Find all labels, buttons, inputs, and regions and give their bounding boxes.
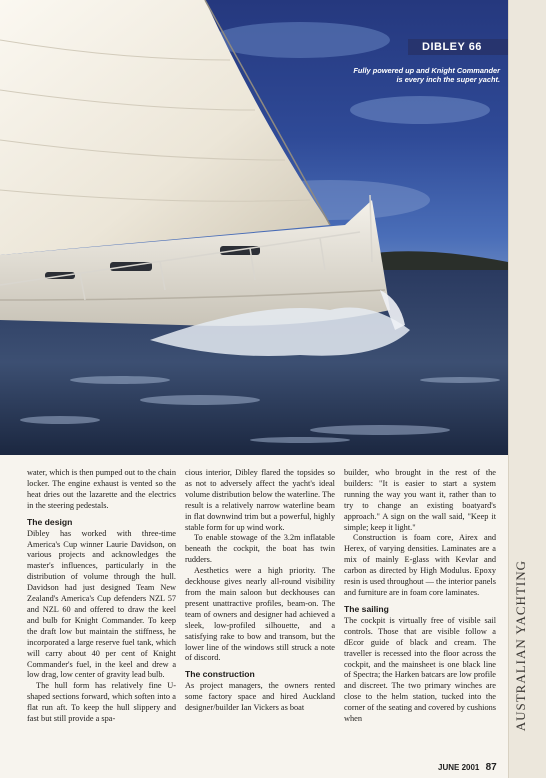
paragraph: Dibley has worked with three-time America's Cup winner Laurie Davidson, on various projects and acknowledges the master's influences, particularly in the distribution of volume through the hull. Davidson had just designed Team New Zealand's America's Cup defenders NZL 57 and NZL 60 and offered to draw the keel and bulb for Knight Commander. To keep the draft low but maintain the stiffness, he incorporated a large reserve fuel tank, which will carry about 40 per cent of Knight Commander's fuel, in the keel and drew a low drag, low center of gravity lead bulb. [27, 528, 176, 680]
section-heading-construction: The construction [185, 669, 255, 680]
text-column-3 [344, 468, 496, 725]
paragraph: Aesthetics were a high priority. The deckhouse gives nearly all-round visibility from the main saloon but deckhouses can present unattractive profiles, beam-on. The team of owners and designer had achieved a sleek, low-profiled silhouette, and a satisfying rake to bow and transom, but the lower line of the windows still struck a note of discord. [185, 566, 335, 663]
page-footer [438, 762, 497, 773]
issue-date: JUNE 2001 [438, 763, 480, 772]
paragraph: builder, who brought in the rest of the builders: "It is easier to start a system running the way you want it, rather than to try to change an existing boatyard's approach." A sign on the wall said, "Keep it simple; keep it light." [344, 468, 496, 532]
section-heading-design: The design [27, 516, 73, 527]
paragraph: As project managers, the owners rented some factory space and hired Auckland designer/builder Ian Vickers as boat [185, 681, 335, 713]
article-section-tag: DIBLEY 66 [408, 39, 546, 55]
page-number: 87 [485, 762, 497, 773]
paragraph: cious interior, Dibley flared the topsides so as not to adversely affect the yacht's ideal volume distribution below the waterline. The result is a relatively narrow waterline beam in flat downwind trim but a powerful, highly stable form for up wind work. [185, 468, 335, 532]
section-heading-sailing: The sailing [344, 603, 389, 614]
paragraph: To enable stowage of the 3.2m inflatable beneath the cockpit, the boat has twin rudders. [185, 533, 335, 565]
text-column-2 [185, 468, 335, 714]
paragraph: Construction is foam core, Airex and Herex, of varying densities. Laminates are a mix of mainly E-glass with Kevlar and carbon as directed by High Modulus. Epoxy resin is used throughout — the interior panels and furniture are in foam core laminates. [344, 533, 496, 597]
magazine-name: AUSTRALIAN YACHTING [513, 560, 528, 732]
caption-boat-name: Knight Commander [431, 66, 500, 75]
paragraph: water, which is then pumped out to the chain locker. The engine exhaust is vented so the heat dries out the lazarette and the electrics in the steering pedestals. [27, 468, 176, 510]
paragraph: The cockpit is virtually free of visible sail controls. Those that are visible follow a dEcor guide of black and cream. The traveller is recessed into the floor across the cockpit, and the mainsheet is one black line of Spectra; the Harken batcars are low profile and discreet. The two primary winches are close to the helm station, tucked into the corner of the seating and covered by cushions when [344, 615, 496, 724]
caption-line-2: is every inch the super yacht. [396, 75, 500, 84]
photo-caption [350, 66, 500, 84]
paragraph: The hull form has relatively fine U-shaped sections forward, which soften into a flat run aft. To keep the hull slippery and fast but still provide a spa- [27, 681, 176, 724]
text-column-1 [27, 468, 176, 725]
caption-line-1: Fully powered up and [353, 66, 430, 75]
